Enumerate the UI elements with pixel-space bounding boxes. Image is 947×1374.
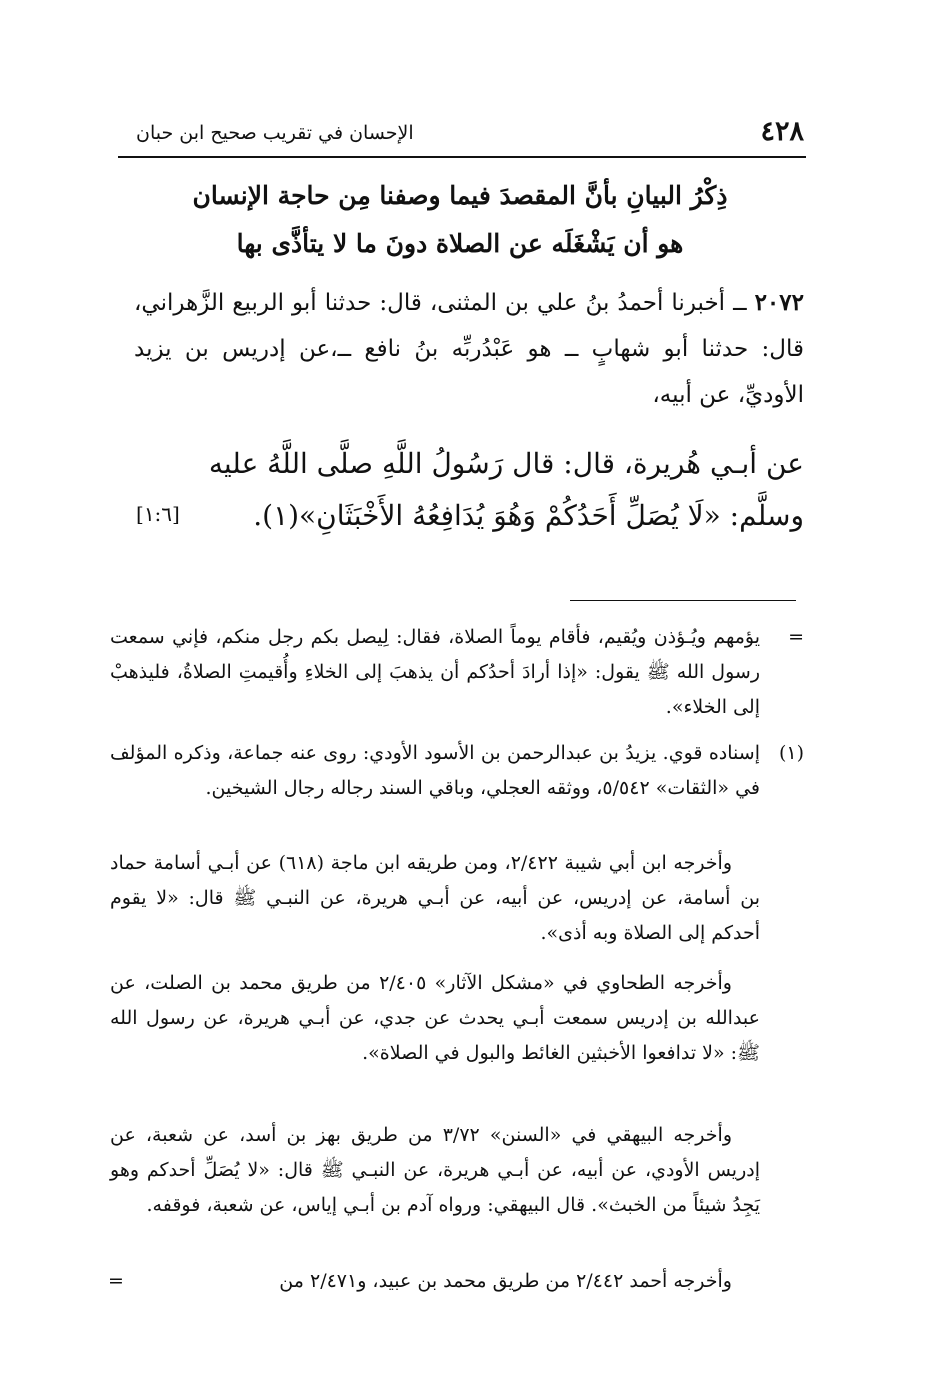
heading-line-2: هو أن يَشْغَلَه عن الصلاة دونَ ما لا يتأذَّى بها	[236, 229, 684, 258]
footnote-last-line	[110, 1264, 802, 1299]
footnote-1-text: إسناده قوي. يزيدُ بن عبدالرحمن بن الأسود الأودي: روى عنه جماعة، وذكره المؤلف في «الثقات» ٥/٥٤٢، ووثقه العجلي، وباقي السند رجاله رجال الشيخين.	[110, 742, 760, 799]
footnote-rule	[570, 600, 796, 601]
continuation-end-marker: =	[108, 1270, 124, 1292]
footnote-continuation	[110, 620, 802, 725]
page-header	[118, 116, 804, 156]
footnote-paragraph	[110, 1118, 802, 1223]
chain-text: ــ أخبرنا أحمدُ بنُ علي بن المثنى، قال: حدثنا أبو الربيع الزَّهراني، قال: حدثنا أبو شهابٍ ــ هو عَبْدُربِّه بنُ نافع ــ،عن إدريس بن يزيد الأوديِّ، عن أبيه،	[134, 290, 804, 408]
footnote-paragraph	[110, 846, 802, 951]
chapter-heading	[180, 172, 740, 268]
header-rule	[118, 156, 806, 158]
footnote-paragraph-3: وأخرجه الطحاوي في «مشكل الآثار» ٢/٤٠٥ من طريق محمد بن الصلت، عن عبدالله بن إدريس سمعت أبـي يحدث عن جدي، عن أبـي هريرة، عن رسول الله ﷺ: «لا تدافعوا الأخبثين الغائط والبول في الصلاة».	[110, 972, 760, 1064]
hadith-number: ٢٠٧٢	[754, 289, 804, 316]
hadith-chain	[134, 280, 804, 418]
heading-line-1: ذِكْرُ البيانِ بأنَّ المقصدَ فيما وصفنا مِن حاجة الإنسان	[192, 181, 728, 210]
hadith-reference: [١:٦]	[136, 502, 180, 526]
hadith-text-line-1: عن أبـي هُريرة، قال: قال رَسُولُ اللَّهِ صلَّى اللَّهُ عليه	[208, 447, 804, 480]
continuation-marker: =	[788, 626, 804, 648]
footnote-1	[110, 736, 802, 806]
footnote-paragraph-5: وأخرجه أحمد ٢/٤٤٢ من طريق محمد بن عبيد، و٢/٤٧١ من	[279, 1270, 732, 1292]
continuation-text: يؤمهم ويُـؤذن ويُقيم، فأقام يوماً الصلاة، فقال: لِيصل بكم رجل منكم، فإني سمعت رسول الله ﷺ يقول: «إذا أرادَ أحدُكم أن يذهبَ إلى الخلاءِ وأُقيمتِ الصلاةُ، فليذهبْ إلى الخلاء».	[110, 626, 760, 718]
hadith-text-line-2: وسلَّم: «لَا يُصَلِّ أَحَدُكُمْ وَهُوَ يُدَافِعُهُ الأَخْبَثَانِ»(١).	[253, 499, 804, 532]
footnote-paragraph-2: وأخرجه ابن أبي شيبة ٢/٤٢٢، ومن طريقه ابن ماجة (٦١٨) عن أبـي أسامة حماد بن أسامة، عن إدريس، عن أبيه، عن أبـي هريرة، عن النبـي ﷺ قال: «لا يقوم أحدكم إلى الصلاة وبه أذى».	[110, 852, 760, 944]
hadith-text-line-2-row	[134, 490, 804, 542]
running-title: الإحسان في تقريب صحيح ابن حبان	[136, 122, 414, 144]
page-number: ٤٢٨	[760, 116, 804, 147]
footnote-1-marker: (١)	[778, 742, 804, 764]
footnote-paragraph-4: وأخرجه البيهقي في «السنن» ٣/٧٢ من طريق بهز بن أسد، عن شعبة، عن إدريس الأودي، عن أبيه، عن أبـي هريرة، عن النبـي ﷺ قال: «لا يُصَلِّ أحدكم وهو يَجِدُ شيئاً من الخبث». قال البيهقي: ورواه آدم بن أبـي إياس، عن شعبة، فوقفه.	[110, 1124, 760, 1216]
footnote-paragraph	[110, 966, 802, 1071]
